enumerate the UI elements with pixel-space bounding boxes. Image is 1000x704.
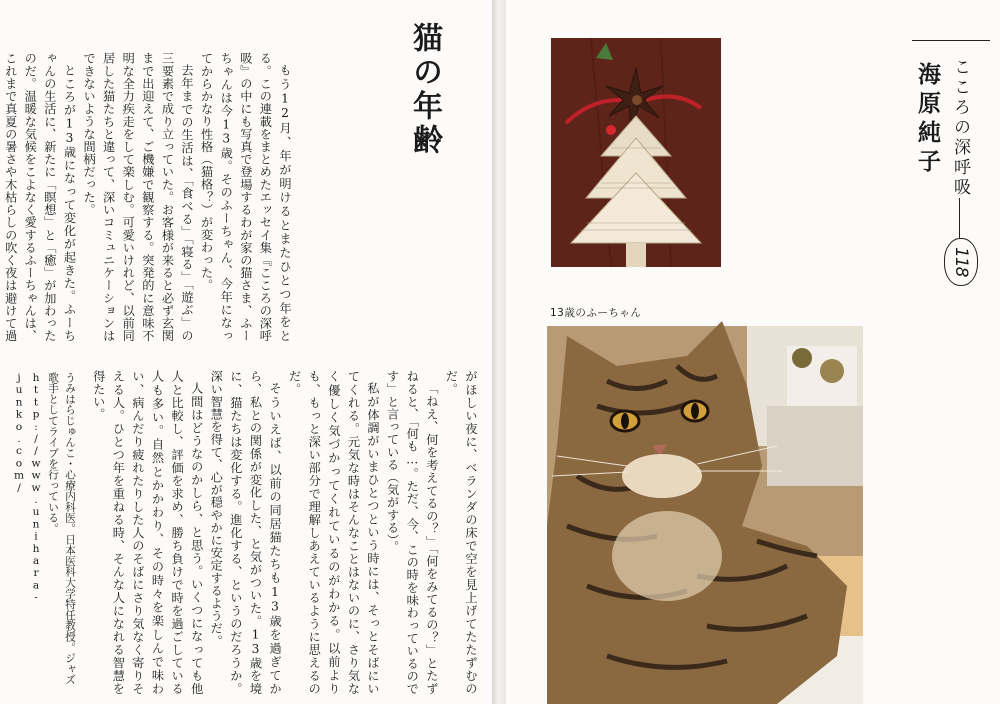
article-body-bottom xyxy=(91,370,480,695)
page-number-rule xyxy=(959,198,960,238)
paragraph: ところが13歳になって変化が起きた。ふーちゃんの生活に、新たに「瞑想」と「癒」が加わったのだ。温暖な気候をこよなく愛するふーちゃんは、これまで真夏の暑さや木枯らしの吹く夜は避けて過 xyxy=(3,52,77,342)
paragraph: 去年までの生活は、「食べる」「寝る」「遊ぶ」の三要素で成り立っていた。お客様が来ると必ず玄関まで出迎えて、ご機嫌で観察する。突発的に意味不明な全力疾走をして楽しむ。可愛いけれど、以前同居した猫たちと違って、深いコミュニケーションはできないような間柄だった。 xyxy=(82,52,195,342)
paragraph: そういえば、以前の同居猫たちも13歳を過ぎてから、私との関係が変化した、と気がついた。13歳を境に、猫たちは変化する。進化する、というのだろうか。深い智慧を得て、心が穏やかに安定するようだ。 xyxy=(209,370,283,695)
page-number: 118 xyxy=(951,247,971,277)
article-body-top xyxy=(3,52,294,342)
left-page xyxy=(0,0,492,704)
page-number-oval xyxy=(944,238,978,286)
cat-photo xyxy=(547,326,863,704)
paragraph: 私が体調がいまひとつという時には、そっとそばにいてくれる。元気な時はそんなことはないのに、さり気なく優しく気づかってくれているのがわかる。以前よりも、もっと深い部分で理解しあえているように思えるのだ。 xyxy=(287,370,381,695)
paragraph: 人間はどうなのかしら、と思う。いくつになっても他人と比較し、評価を求め、勝ち負けで時を過ごしている人も多い。自然とかかわり、その時々を楽しんで味わい、病んだり疲れたりした人のそばにさり気なく寄りそえる人。ひとつ年を重ねる時、そんな人になれる智慧を得たい。 xyxy=(91,370,204,695)
photo-caption: 13歳のふーちゃん xyxy=(550,307,642,319)
page-gutter xyxy=(492,0,506,704)
christmas-ornament-photo xyxy=(551,38,721,267)
header-rule xyxy=(912,40,990,41)
paragraph: もう12月、年が明けるとまたひとつ年をとる。この連載をまとめたエッセイ集『こころの深呼吸』の中にも写真で登場するわが家の猫さま、ふーちゃんは今13歳。そのふーちゃん、今年になってからかなり性格（猫格？）が変わった。 xyxy=(199,52,292,342)
paragraph: がほしい夜に、ベランダの床で空を見上げてたたずむのだ。 xyxy=(444,370,478,695)
author-bio: うみはらじゅんこ・心療内科医。日本医科大学特任教授。ジャズ歌手としてライブを行っている。http://www.unihara-junko.com/ xyxy=(13,372,76,686)
paragraph: 「ねえ、何を考えてるの？」「何をみてるの？」とたずねると、「何も…。ただ、今、この時を味わっているのです」と言っている（気がする）。 xyxy=(385,370,439,695)
author-name: 海原純子 xyxy=(914,62,941,178)
article-title: 猫の年齢 xyxy=(407,22,442,158)
series-title: こころの深呼吸 xyxy=(950,58,970,198)
